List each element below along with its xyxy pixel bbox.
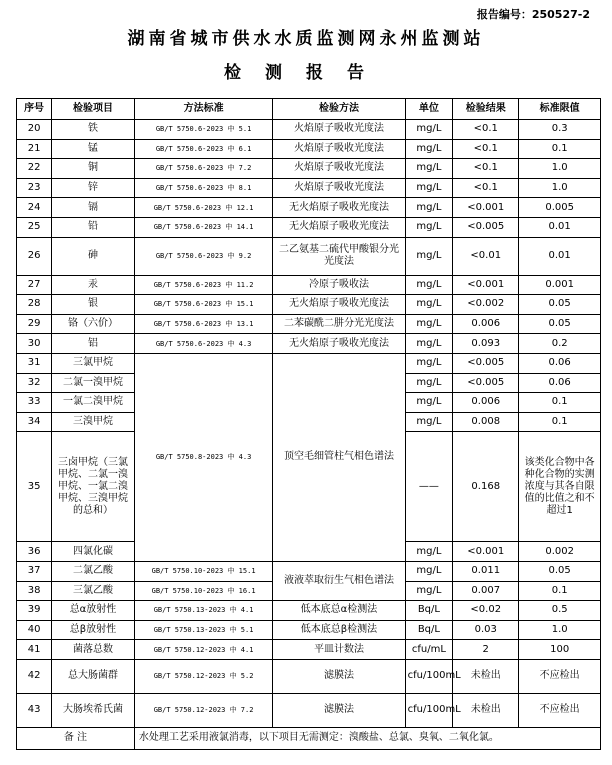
table-row — [17, 120, 601, 140]
cell-item: 总大肠菌群 — [52, 659, 135, 693]
cell-limit: 1.0 — [519, 159, 601, 179]
cell-standard: GB/T 5750.6-2023 中 12.1 — [134, 198, 273, 218]
cell-result: <0.1 — [453, 159, 519, 179]
cell-result: 0.011 — [453, 561, 519, 581]
table-row — [17, 353, 601, 373]
cell-no: 38 — [17, 581, 52, 601]
cell-result: 0.008 — [453, 412, 519, 432]
report-number: 报告编号：250527-2 — [476, 8, 590, 21]
cell-no: 24 — [17, 198, 52, 218]
cell-limit: 1.0 — [519, 620, 601, 640]
cell-limit: 100 — [519, 640, 601, 660]
cell-unit: Bq/L — [405, 620, 453, 640]
report-title: 湖南省城市供水水质监测网永州监测站 — [127, 29, 485, 49]
cell-result: <0.005 — [453, 353, 519, 373]
table-row — [17, 659, 601, 693]
cell-item: 锰 — [52, 139, 135, 159]
cell-item: 三溴甲烷 — [52, 412, 135, 432]
cell-standard: GB/T 5750.12-2023 中 5.2 — [134, 659, 273, 693]
cell-item: 大肠埃希氏菌 — [52, 693, 135, 727]
cell-no: 42 — [17, 659, 52, 693]
cell-method: 冷原子吸收法 — [273, 275, 405, 295]
cell-limit: 0.01 — [519, 217, 601, 237]
cell-no: 35 — [17, 432, 52, 542]
cell-limit: 0.2 — [519, 334, 601, 354]
cell-item: 总α放射性 — [52, 601, 135, 621]
cell-no: 37 — [17, 561, 52, 581]
cell-result: <0.001 — [453, 198, 519, 218]
cell-no: 28 — [17, 295, 52, 315]
cell-result: 0.007 — [453, 581, 519, 601]
cell-method: 滤膜法 — [273, 659, 405, 693]
cell-unit: mg/L — [405, 373, 453, 393]
cell-item: 一氯二溴甲烷 — [52, 393, 135, 413]
cell-item: 铬（六价） — [52, 314, 135, 334]
cell-unit: Bq/L — [405, 601, 453, 621]
cell-limit: 0.05 — [519, 295, 601, 315]
cell-result: 0.168 — [453, 432, 519, 542]
cell-no: 27 — [17, 275, 52, 295]
cell-method: 低本底总β检测法 — [273, 620, 405, 640]
cell-unit: mg/L — [405, 561, 453, 581]
cell-limit: 0.001 — [519, 275, 601, 295]
cell-standard: GB/T 5750.8-2023 中 4.3 — [134, 353, 273, 561]
table-row — [17, 237, 601, 275]
table-row — [17, 295, 601, 315]
cell-item: 砷 — [52, 237, 135, 275]
cell-no: 43 — [17, 693, 52, 727]
cell-standard: GB/T 5750.6-2023 中 15.1 — [134, 295, 273, 315]
cell-result: <0.001 — [453, 275, 519, 295]
header-limit: 标准限值 — [519, 99, 601, 120]
table-row — [17, 693, 601, 727]
cell-item: 铝 — [52, 334, 135, 354]
cell-result: 0.006 — [453, 314, 519, 334]
cell-result: <0.005 — [453, 373, 519, 393]
results-table — [16, 98, 601, 750]
cell-method: 无火焰原子吸收光度法 — [273, 198, 405, 218]
report-subtitle: 检测报告 — [224, 63, 388, 83]
cell-item: 银 — [52, 295, 135, 315]
cell-result: <0.01 — [453, 237, 519, 275]
cell-result: 0.093 — [453, 334, 519, 354]
table-row — [17, 561, 601, 581]
cell-result: 未检出 — [453, 693, 519, 727]
cell-item: 总β放射性 — [52, 620, 135, 640]
cell-result: <0.005 — [453, 217, 519, 237]
cell-unit: cfu/mL — [405, 640, 453, 660]
table-header-row — [17, 99, 601, 120]
cell-unit: mg/L — [405, 353, 453, 373]
cell-unit: mg/L — [405, 217, 453, 237]
cell-no: 25 — [17, 217, 52, 237]
cell-no: 40 — [17, 620, 52, 640]
cell-limit: 0.01 — [519, 237, 601, 275]
cell-standard: GB/T 5750.6-2023 中 7.2 — [134, 159, 273, 179]
cell-standard: GB/T 5750.6-2023 中 5.1 — [134, 120, 273, 140]
cell-no: 34 — [17, 412, 52, 432]
cell-unit: mg/L — [405, 412, 453, 432]
cell-result: <0.1 — [453, 120, 519, 140]
cell-limit: 不应检出 — [519, 693, 601, 727]
cell-no: 23 — [17, 178, 52, 198]
cell-standard: GB/T 5750.12-2023 中 4.1 — [134, 640, 273, 660]
cell-item: 三氯乙酸 — [52, 581, 135, 601]
cell-result: 0.006 — [453, 393, 519, 413]
cell-method: 二苯碳酰二肼分光光度法 — [273, 314, 405, 334]
table-row — [17, 620, 601, 640]
cell-method: 火焰原子吸收光度法 — [273, 139, 405, 159]
cell-unit: mg/L — [405, 542, 453, 562]
cell-result: <0.002 — [453, 295, 519, 315]
cell-method: 无火焰原子吸收光度法 — [273, 334, 405, 354]
cell-unit: mg/L — [405, 139, 453, 159]
cell-no: 39 — [17, 601, 52, 621]
header-standard: 方法标准 — [134, 99, 273, 120]
cell-unit: mg/L — [405, 237, 453, 275]
cell-unit: mg/L — [405, 334, 453, 354]
cell-unit: mg/L — [405, 393, 453, 413]
cell-item: 三氯甲烷 — [52, 353, 135, 373]
cell-method: 滤膜法 — [273, 693, 405, 727]
table-row — [17, 198, 601, 218]
cell-limit: 0.06 — [519, 353, 601, 373]
cell-result: 2 — [453, 640, 519, 660]
cell-no: 20 — [17, 120, 52, 140]
cell-method: 火焰原子吸收光度法 — [273, 178, 405, 198]
cell-unit: mg/L — [405, 581, 453, 601]
cell-result: <0.02 — [453, 601, 519, 621]
cell-no: 31 — [17, 353, 52, 373]
cell-result: 0.03 — [453, 620, 519, 640]
cell-unit: cfu/100mL — [405, 659, 453, 693]
cell-item: 镉 — [52, 198, 135, 218]
cell-limit: 0.002 — [519, 542, 601, 562]
cell-limit: 0.1 — [519, 393, 601, 413]
cell-method: 火焰原子吸收光度法 — [273, 120, 405, 140]
cell-unit: —— — [405, 432, 453, 542]
cell-limit: 0.1 — [519, 581, 601, 601]
cell-standard: GB/T 5750.6-2023 中 4.3 — [134, 334, 273, 354]
cell-standard: GB/T 5750.6-2023 中 6.1 — [134, 139, 273, 159]
cell-limit: 0.5 — [519, 601, 601, 621]
cell-standard: GB/T 5750.6-2023 中 13.1 — [134, 314, 273, 334]
cell-standard: GB/T 5750.10-2023 中 16.1 — [134, 581, 273, 601]
cell-method: 液液萃取衍生气相色谱法 — [273, 561, 405, 600]
cell-item: 铜 — [52, 159, 135, 179]
cell-no: 32 — [17, 373, 52, 393]
cell-limit: 1.0 — [519, 178, 601, 198]
table-row — [17, 217, 601, 237]
cell-unit: mg/L — [405, 159, 453, 179]
cell-result: <0.1 — [453, 178, 519, 198]
cell-item: 铁 — [52, 120, 135, 140]
table-row — [17, 178, 601, 198]
cell-no: 30 — [17, 334, 52, 354]
cell-limit: 0.005 — [519, 198, 601, 218]
table-row — [17, 139, 601, 159]
cell-result: 未检出 — [453, 659, 519, 693]
cell-standard: GB/T 5750.6-2023 中 8.1 — [134, 178, 273, 198]
cell-limit: 不应检出 — [519, 659, 601, 693]
cell-unit: mg/L — [405, 120, 453, 140]
cell-standard: GB/T 5750.6-2023 中 11.2 — [134, 275, 273, 295]
cell-no: 33 — [17, 393, 52, 413]
cell-unit: mg/L — [405, 275, 453, 295]
table-row — [17, 159, 601, 179]
cell-standard: GB/T 5750.6-2023 中 14.1 — [134, 217, 273, 237]
table-row — [17, 601, 601, 621]
table-row — [17, 727, 601, 749]
cell-method: 无火焰原子吸收光度法 — [273, 217, 405, 237]
cell-limit: 0.05 — [519, 314, 601, 334]
cell-item: 锌 — [52, 178, 135, 198]
cell-result: <0.001 — [453, 542, 519, 562]
cell-unit: cfu/100mL — [405, 693, 453, 727]
cell-limit: 0.1 — [519, 412, 601, 432]
cell-method: 火焰原子吸收光度法 — [273, 159, 405, 179]
cell-method: 顶空毛细管柱气相色谱法 — [273, 353, 405, 561]
cell-standard: GB/T 5750.10-2023 中 15.1 — [134, 561, 273, 581]
cell-limit: 该类化合物中各种化合物的实测浓度与其各自限值的比值之和不超过1 — [519, 432, 601, 542]
cell-item: 菌落总数 — [52, 640, 135, 660]
cell-no: 21 — [17, 139, 52, 159]
header-method: 检验方法 — [273, 99, 405, 120]
cell-limit: 0.05 — [519, 561, 601, 581]
cell-unit: mg/L — [405, 178, 453, 198]
cell-item: 汞 — [52, 275, 135, 295]
cell-no: 29 — [17, 314, 52, 334]
cell-no: 41 — [17, 640, 52, 660]
cell-result: <0.1 — [453, 139, 519, 159]
cell-limit: 0.1 — [519, 139, 601, 159]
header-no: 序号 — [17, 99, 52, 120]
cell-unit: mg/L — [405, 295, 453, 315]
cell-item: 二氯乙酸 — [52, 561, 135, 581]
table-row — [17, 275, 601, 295]
cell-item: 三卤甲烷（三氯甲烷、二氯一溴甲烷、一氯二溴甲烷、三溴甲烷的总和） — [52, 432, 135, 542]
cell-no: 22 — [17, 159, 52, 179]
cell-standard: GB/T 5750.6-2023 中 9.2 — [134, 237, 273, 275]
cell-limit: 0.3 — [519, 120, 601, 140]
table-row — [17, 314, 601, 334]
header-result: 检验结果 — [453, 99, 519, 120]
cell-method: 二乙氨基二硫代甲酸银分光光度法 — [273, 237, 405, 275]
table-row — [17, 334, 601, 354]
cell-no: 26 — [17, 237, 52, 275]
cell-no: 36 — [17, 542, 52, 562]
header-item: 检验项目 — [52, 99, 135, 120]
header-unit: 单位 — [405, 99, 453, 120]
remark-label: 备 注 — [17, 727, 135, 749]
cell-standard: GB/T 5750.13-2023 中 5.1 — [134, 620, 273, 640]
cell-unit: mg/L — [405, 314, 453, 334]
cell-item: 四氯化碳 — [52, 542, 135, 562]
cell-method: 低本底总α检测法 — [273, 601, 405, 621]
cell-standard: GB/T 5750.13-2023 中 4.1 — [134, 601, 273, 621]
cell-item: 铅 — [52, 217, 135, 237]
table-row — [17, 640, 601, 660]
cell-standard: GB/T 5750.12-2023 中 7.2 — [134, 693, 273, 727]
cell-method: 平皿计数法 — [273, 640, 405, 660]
remark-text: 水处理工艺采用液氯消毒，以下项目无需测定：溴酸盐、总氯、臭氧、二氧化氯。 — [134, 727, 600, 749]
cell-limit: 0.06 — [519, 373, 601, 393]
cell-unit: mg/L — [405, 198, 453, 218]
cell-method: 无火焰原子吸收光度法 — [273, 295, 405, 315]
cell-item: 二氯一溴甲烷 — [52, 373, 135, 393]
